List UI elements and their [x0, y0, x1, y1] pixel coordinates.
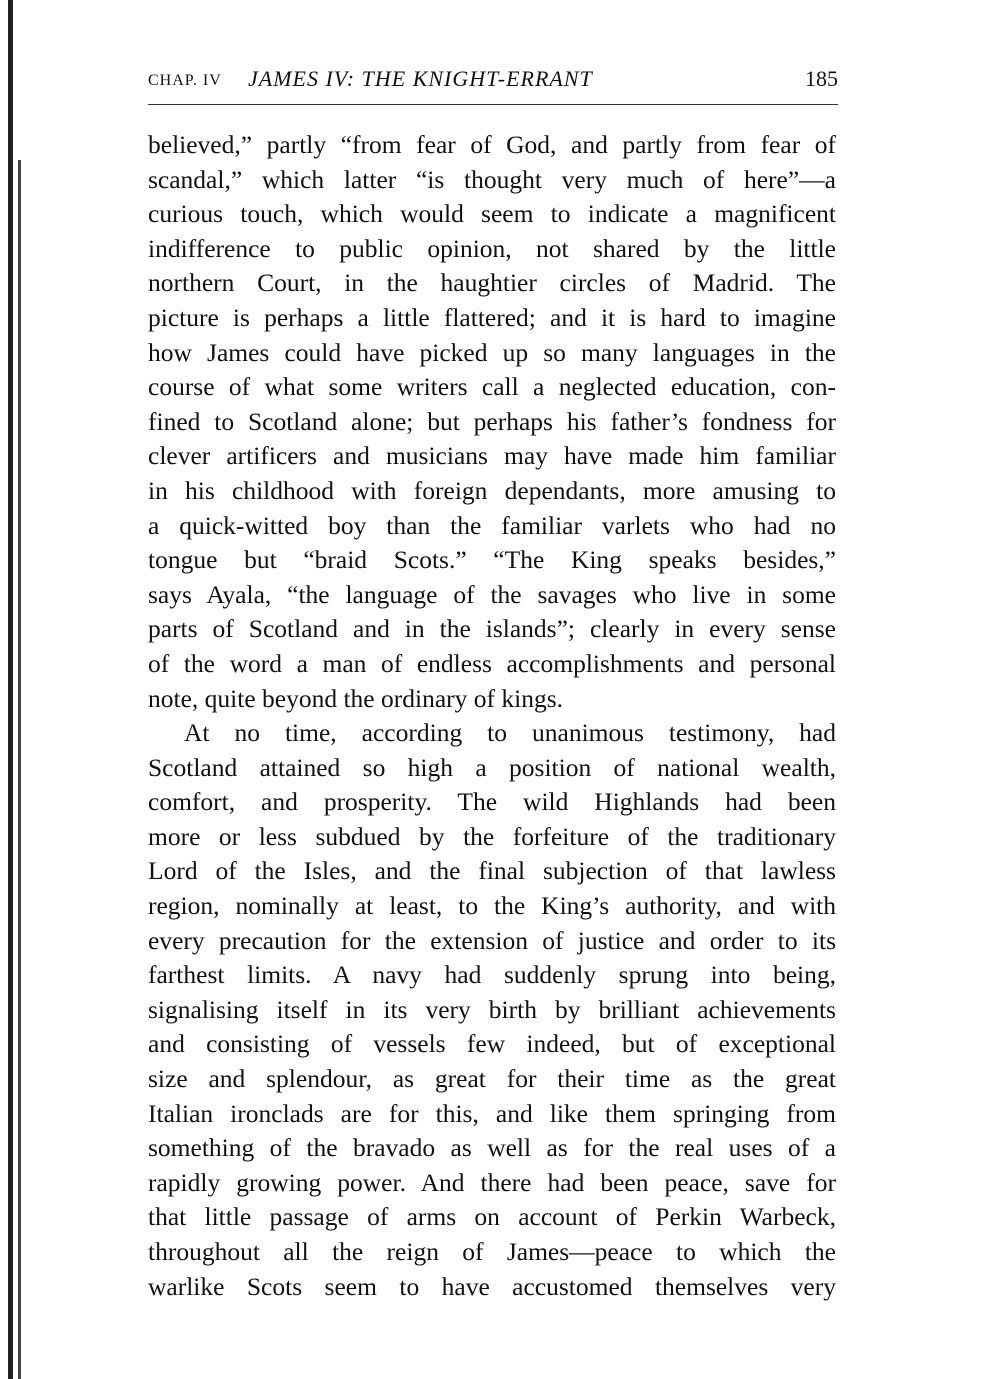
text-line: Lord of the Isles, and the final subjection of that lawless — [148, 856, 836, 886]
text-line: a quick-witted boy than the familiar varlets who had no — [148, 510, 836, 540]
text-line: region, nominally at least, to the King’s authority, and with — [148, 891, 836, 921]
text-line: size and splendour, as great for their time as the great — [148, 1064, 836, 1094]
text-line: that little passage of arms on account of Perkin Warbeck, — [148, 1202, 836, 1232]
text-line: throughout all the reign of James—peace to which the — [148, 1237, 836, 1266]
text-line: picture is perhaps a little flattered; and it is hard to imagine — [148, 302, 836, 332]
text-line: every precaution for the extension of justice and order to its — [148, 925, 836, 955]
paragraph — [148, 128, 836, 716]
page-binding-shadow — [18, 160, 21, 1379]
running-title: JAMES IV: THE KNIGHT-ERRANT — [248, 66, 593, 91]
text-line: says Ayala, “the language of the savages who live in some — [148, 579, 836, 609]
text-line: farthest limits. A navy had suddenly sprung into being, — [148, 960, 836, 990]
text-line: something of the bravado as well as for the real uses of a — [148, 1133, 836, 1163]
running-header — [148, 64, 838, 104]
text-line: northern Court, in the haughtier circles of Madrid. The — [148, 268, 836, 298]
text-line: in his childhood with foreign dependants, more amusing to — [148, 475, 836, 505]
text-line: signalising itself in its very birth by brilliant achievements — [148, 994, 836, 1024]
chapter-label: CHAP. IV — [148, 72, 222, 89]
text-line: clever artificers and musicians may have made him familiar — [148, 441, 836, 471]
text-line: comfort, and prosperity. The wild Highlands had been — [148, 787, 836, 817]
text-line: and consisting of vessels few indeed, but of exceptional — [148, 1029, 836, 1059]
text-line: warlike Scots seem to have accustomed themselves very — [148, 1271, 836, 1301]
text-line: At no time, according to unanimous testimony, had — [184, 718, 836, 748]
page-binding-edge — [8, 0, 13, 1379]
page-number: 185 — [805, 66, 838, 91]
text-line: rapidly growing power. And there had been peace, save for — [148, 1167, 836, 1197]
text-line: scandal,” which latter “is thought very much of here”—a — [148, 164, 836, 194]
text-line: course of what some writers call a neglected education, con- — [148, 372, 836, 402]
text-line: believed,” partly “from fear of God, and partly from fear of — [148, 130, 836, 159]
text-line: of the word a man of endless accomplishments and personal — [148, 648, 836, 678]
text-line: more or less subdued by the forfeiture of the traditionary — [148, 821, 836, 851]
text-line: curious touch, which would seem to indicate a magnificent — [148, 199, 836, 229]
text-line: parts of Scotland and in the islands”; clearly in every sense — [148, 614, 836, 644]
paragraph — [148, 716, 836, 1304]
text-line: fined to Scotland alone; but perhaps his father’s fondness for — [148, 406, 836, 436]
header-rule — [148, 104, 838, 105]
text-line: note, quite beyond the ordinary of kings. — [148, 683, 563, 713]
text-line: Italian ironclads are for this, and like them springing from — [148, 1098, 836, 1128]
text-line: how James could have picked up so many languages in the — [148, 337, 836, 367]
text-line: indifference to public opinion, not shared by the little — [148, 233, 836, 263]
body-text — [148, 128, 836, 1304]
text-line: Scotland attained so high a position of national wealth, — [148, 752, 836, 782]
text-line: tongue but “braid Scots.” “The King speaks besides,” — [148, 545, 836, 575]
